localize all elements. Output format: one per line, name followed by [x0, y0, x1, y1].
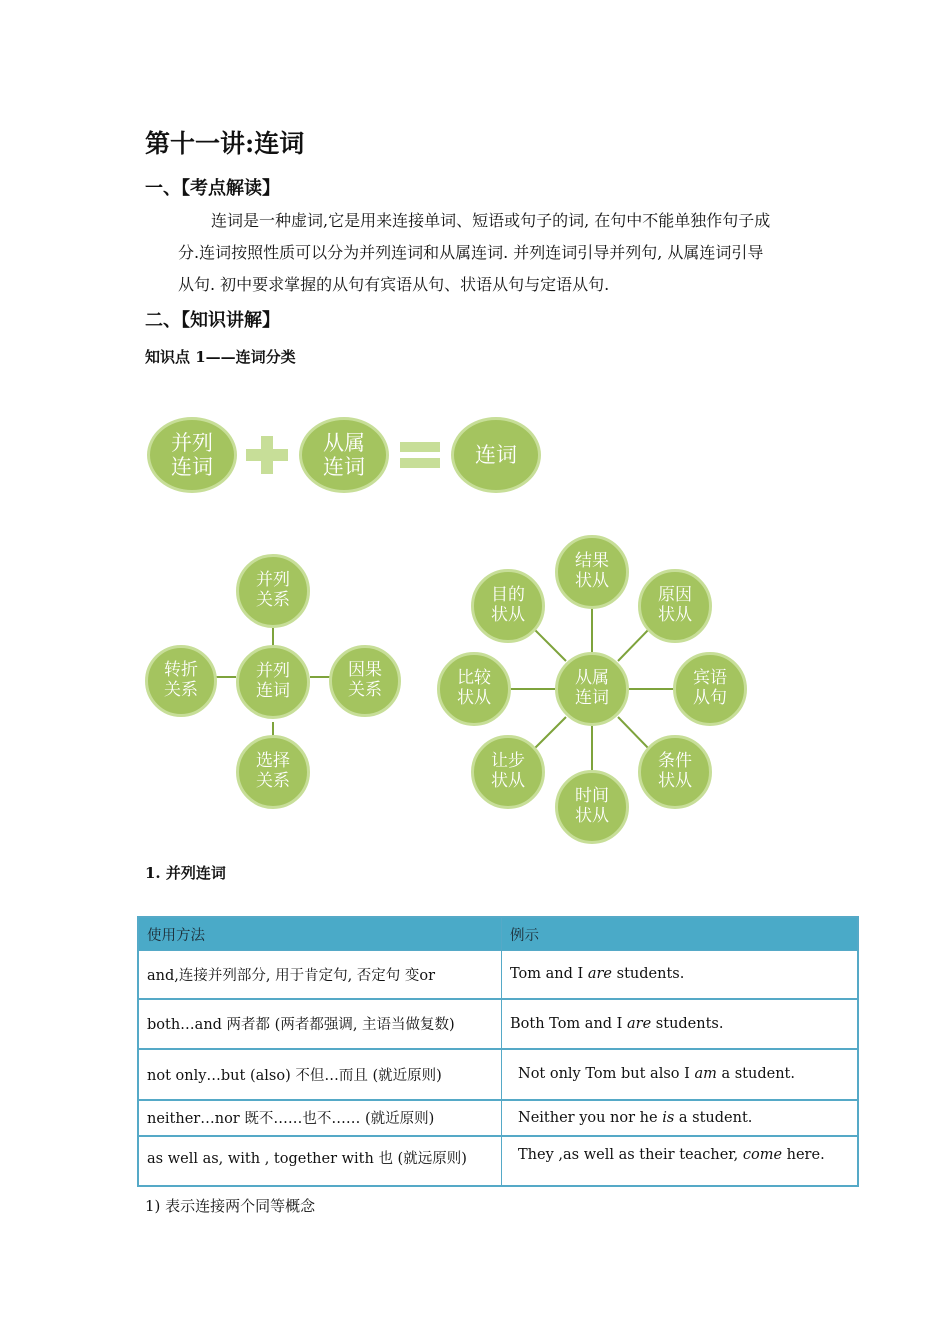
table-cell-example	[502, 1100, 859, 1136]
example-text: Not only Tom but also I	[518, 1066, 695, 1082]
sub-node-comparison-clause	[437, 652, 511, 726]
sub-node-time-clause	[555, 770, 629, 844]
circle-text: 状从	[575, 571, 609, 591]
coord-node-choice-relation	[236, 735, 310, 809]
example-text: here.	[782, 1146, 825, 1163]
example-text: a student.	[716, 1066, 795, 1082]
circle-text: 连词	[575, 688, 609, 708]
table-header-usage: 使用方法	[138, 917, 502, 951]
example-verb: are	[627, 1015, 652, 1032]
circle-text: 从属	[575, 668, 609, 689]
circle-text: 因果	[348, 660, 382, 681]
table-row	[138, 951, 858, 999]
circle-text: 并列	[171, 430, 213, 455]
circle-text: 转折	[164, 660, 198, 681]
table-cell-usage: and,连接并列部分, 用于肯定句, 否定句 变or	[138, 951, 502, 999]
example-text: students.	[612, 966, 685, 983]
circle-text: 宾语	[693, 668, 727, 689]
circle-text: 从属	[323, 430, 365, 455]
coord-node-cause-relation	[329, 645, 401, 717]
circle-text: 让步	[491, 751, 525, 772]
coordinating-conjunction-circle	[147, 417, 237, 493]
conjunction-table	[137, 916, 859, 1187]
circle-text: 目的	[491, 585, 525, 606]
example-text: They ,as well as their teacher,	[518, 1146, 743, 1163]
circle-text: 连词	[475, 442, 517, 467]
example-text: Neither you nor he	[518, 1109, 663, 1126]
subordinating-conjunction-circle	[299, 417, 389, 493]
circle-text: 从句	[693, 688, 727, 708]
circle-text: 并列	[256, 661, 290, 682]
intro-line-3: 从句. 初中要求掌握的从句有宾语从句、状语从句与定语从句.	[178, 275, 610, 294]
knowledge-point-heading: 知识点 1——连词分类	[145, 348, 296, 366]
circle-text: 选择	[256, 751, 290, 772]
equals-icon	[400, 440, 440, 470]
coord-node-parallel-relation	[236, 554, 310, 628]
circle-text: 状从	[491, 771, 525, 791]
circle-text: 连词	[256, 681, 290, 701]
page-title: 第十一讲:连词	[145, 129, 305, 158]
table-cell-example	[502, 1136, 859, 1186]
intro-line-1: 连词是一种虚词,它是用来连接单词、短语或句子的词, 在句中不能单独作句子成	[211, 211, 771, 230]
circle-text: 连词	[171, 455, 213, 479]
circle-text: 状从	[491, 605, 525, 625]
table-row	[138, 1136, 858, 1186]
sub-node-condition-clause	[638, 735, 712, 809]
coord-node-contrast-relation	[145, 645, 217, 717]
table-row	[138, 999, 858, 1049]
circle-text: 状从	[658, 771, 692, 791]
example-verb: are	[587, 966, 613, 983]
sub-node-center	[555, 652, 629, 726]
circle-text: 并列	[256, 570, 290, 591]
sub-node-result-clause	[555, 535, 629, 609]
circle-text: 条件	[658, 751, 692, 772]
example-verb: is	[662, 1109, 675, 1126]
sub-node-object-clause	[673, 652, 747, 726]
circle-text: 比较	[457, 668, 491, 689]
table-cell-usage: neither…nor 既不……也不…… (就近原则)	[138, 1100, 502, 1136]
circle-text: 结果	[575, 551, 609, 572]
coord-node-center	[236, 645, 310, 719]
table-cell-example	[502, 1049, 859, 1100]
table-cell-example	[502, 999, 859, 1049]
table-cell-usage: not only…but (also) 不但…而且 (就近原则)	[138, 1049, 502, 1100]
table-cell-usage: both…and 两者都 (两者都强调, 主语当做复数)	[138, 999, 502, 1049]
sub-node-purpose-clause	[471, 569, 545, 643]
circle-text: 原因	[658, 585, 692, 606]
circle-text: 状从	[575, 806, 609, 826]
table-row	[138, 1049, 858, 1100]
footnote: 1) 表示连接两个同等概念	[145, 1197, 316, 1215]
section-heading-1: 一、【考点解读】	[145, 178, 280, 199]
table-header-example: 例示	[502, 917, 859, 951]
subsection-heading: 1. 并列连词	[145, 864, 226, 882]
intro-line-2: 分.连词按照性质可以分为并列连词和从属连词. 并列连词引导并列句, 从属连词引导	[178, 243, 764, 262]
sub-node-concession-clause	[471, 735, 545, 809]
section-heading-2: 二、【知识讲解】	[145, 310, 280, 331]
table-cell-usage: as well as, with , together with 也 (就远原则)	[138, 1136, 502, 1186]
sub-node-reason-clause	[638, 569, 712, 643]
example-text: a student.	[674, 1109, 753, 1126]
circle-text: 关系	[348, 680, 382, 700]
conjunction-circle	[451, 417, 541, 493]
circle-text: 关系	[256, 590, 290, 610]
example-text: students.	[651, 1015, 724, 1032]
table-cell-example	[502, 951, 859, 999]
circle-text: 关系	[256, 771, 290, 791]
example-text: Tom and I	[510, 966, 588, 983]
circle-text: 连词	[323, 455, 365, 479]
table-row	[138, 1100, 858, 1136]
circle-text: 关系	[164, 680, 198, 700]
example-verb: come	[742, 1146, 783, 1163]
example-text: Both Tom and I	[510, 1015, 628, 1032]
plus-icon	[246, 436, 288, 474]
example-verb: am	[694, 1066, 717, 1082]
circle-text: 状从	[658, 605, 692, 625]
table-header-row	[138, 917, 858, 951]
circle-text: 状从	[457, 688, 491, 708]
circle-text: 时间	[575, 786, 609, 807]
